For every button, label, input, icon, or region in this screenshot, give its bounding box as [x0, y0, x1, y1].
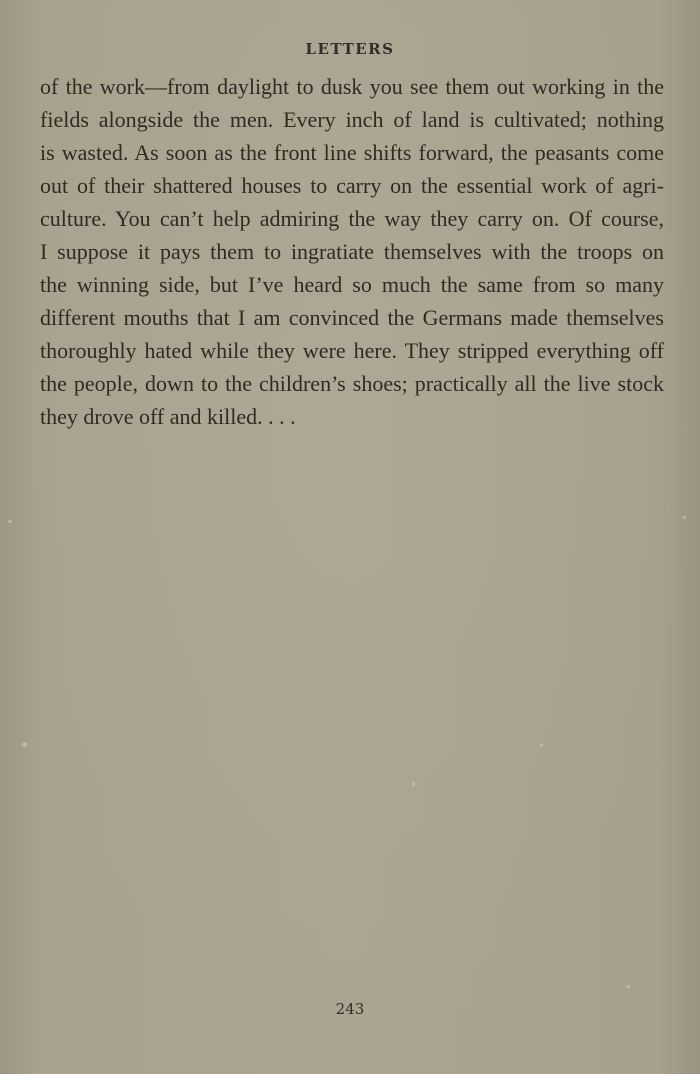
paper-speckle: [22, 742, 27, 747]
body-paragraph: [40, 70, 664, 433]
text-line: fields alongside the men. Every inch of land is cultivated; nothing: [40, 107, 664, 132]
text-line: thoroughly hated while they were here. They stripped everything off: [40, 338, 664, 363]
paper-speckle: [683, 516, 686, 519]
paper-speckle: [8, 520, 12, 523]
text-line-last: they drove off and killed. . . .: [40, 404, 296, 429]
paper-speckle: [627, 985, 630, 988]
paper-speckle: [540, 744, 543, 747]
text-line: different mouths that I am convinced the Germans made themselves: [40, 305, 664, 330]
running-head: LETTERS: [305, 40, 395, 58]
text-line: culture. You can’t help admiring the way they carry on. Of course,: [40, 206, 664, 231]
paper-speckle: [412, 782, 415, 786]
text-line: I suppose it pays them to ingratiate themselves with the troops on: [40, 239, 664, 264]
text-line: the winning side, but I’ve heard so much the same from so many: [40, 272, 664, 297]
text-line: out of their shattered houses to carry on the essential work of agri-: [40, 173, 664, 198]
text-line: the people, down to the children’s shoes; practically all the live stock: [40, 371, 664, 396]
text-line: of the work—from daylight to dusk you see them out working in the: [40, 74, 664, 99]
page-number: 243: [335, 1000, 365, 1018]
text-line: is wasted. As soon as the front line shifts forward, the peasants come: [40, 140, 664, 165]
